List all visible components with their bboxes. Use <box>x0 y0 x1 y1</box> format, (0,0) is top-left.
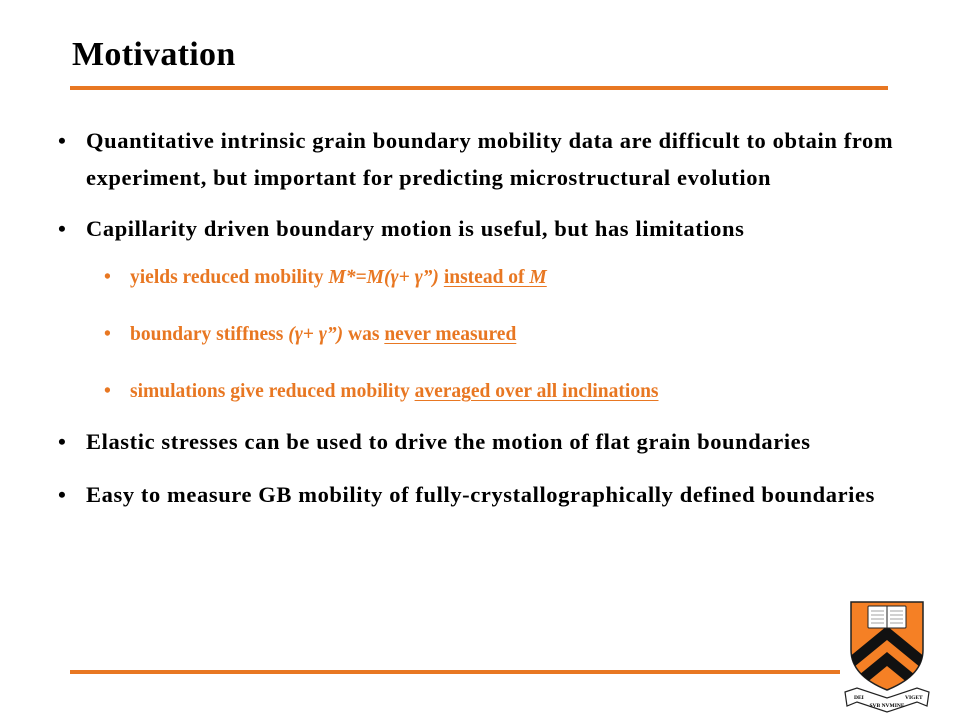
bullet-dot: • <box>58 216 67 241</box>
bullet-item <box>58 210 908 247</box>
bullet-dot: • <box>58 429 67 454</box>
motto-text: SVB NVMINE <box>869 703 905 709</box>
bullet-dot: • <box>104 381 111 402</box>
title-underline <box>70 86 888 90</box>
bullet-text: Elastic stresses can be used to drive the motion of flat grain boundaries <box>86 429 811 454</box>
sub-bullet-text: simulations give reduced mobility <box>130 381 415 402</box>
sub-bullet-item <box>58 320 908 350</box>
slide-title: Motivation <box>72 36 236 73</box>
bullet-dot: • <box>104 324 111 345</box>
underlined-text: instead of <box>443 267 530 288</box>
motto-text: DEI <box>854 695 864 701</box>
formula: M*=M(γ+ γ”) <box>328 267 439 288</box>
bullet-item <box>58 122 908 196</box>
sub-bullet-text: was <box>343 324 385 345</box>
motto-text: VIGET <box>905 695 923 701</box>
underlined-phrase: averaged over all inclinations <box>414 381 659 402</box>
bullet-item <box>58 423 908 460</box>
footer-rule <box>70 670 840 674</box>
bullet-item <box>58 476 908 513</box>
formula: M <box>529 267 547 288</box>
bullet-text: Easy to measure GB mobility of fully-crystallographically defined boundaries <box>86 482 875 507</box>
bullet-text: Quantitative intrinsic grain boundary mobility data are difficult to obtain from experiment, but important for predicting microstructural evolution <box>86 128 894 190</box>
underlined-phrase <box>444 267 547 288</box>
bullet-dot: • <box>58 128 67 153</box>
princeton-shield-logo <box>843 598 931 714</box>
bullet-text: Capillarity driven boundary motion is useful, but has limitations <box>86 216 745 241</box>
underlined-phrase: never measured <box>384 324 517 345</box>
sub-bullet-item <box>58 263 908 293</box>
bullet-dot: • <box>58 482 67 507</box>
sub-bullet-item <box>58 377 908 407</box>
sub-bullet-text: yields reduced mobility <box>130 267 329 288</box>
bullet-dot: • <box>104 267 111 288</box>
formula: (γ+ γ”) <box>288 324 344 345</box>
sub-bullet-text: boundary stiffness <box>130 324 289 345</box>
bullet-list <box>58 122 908 513</box>
